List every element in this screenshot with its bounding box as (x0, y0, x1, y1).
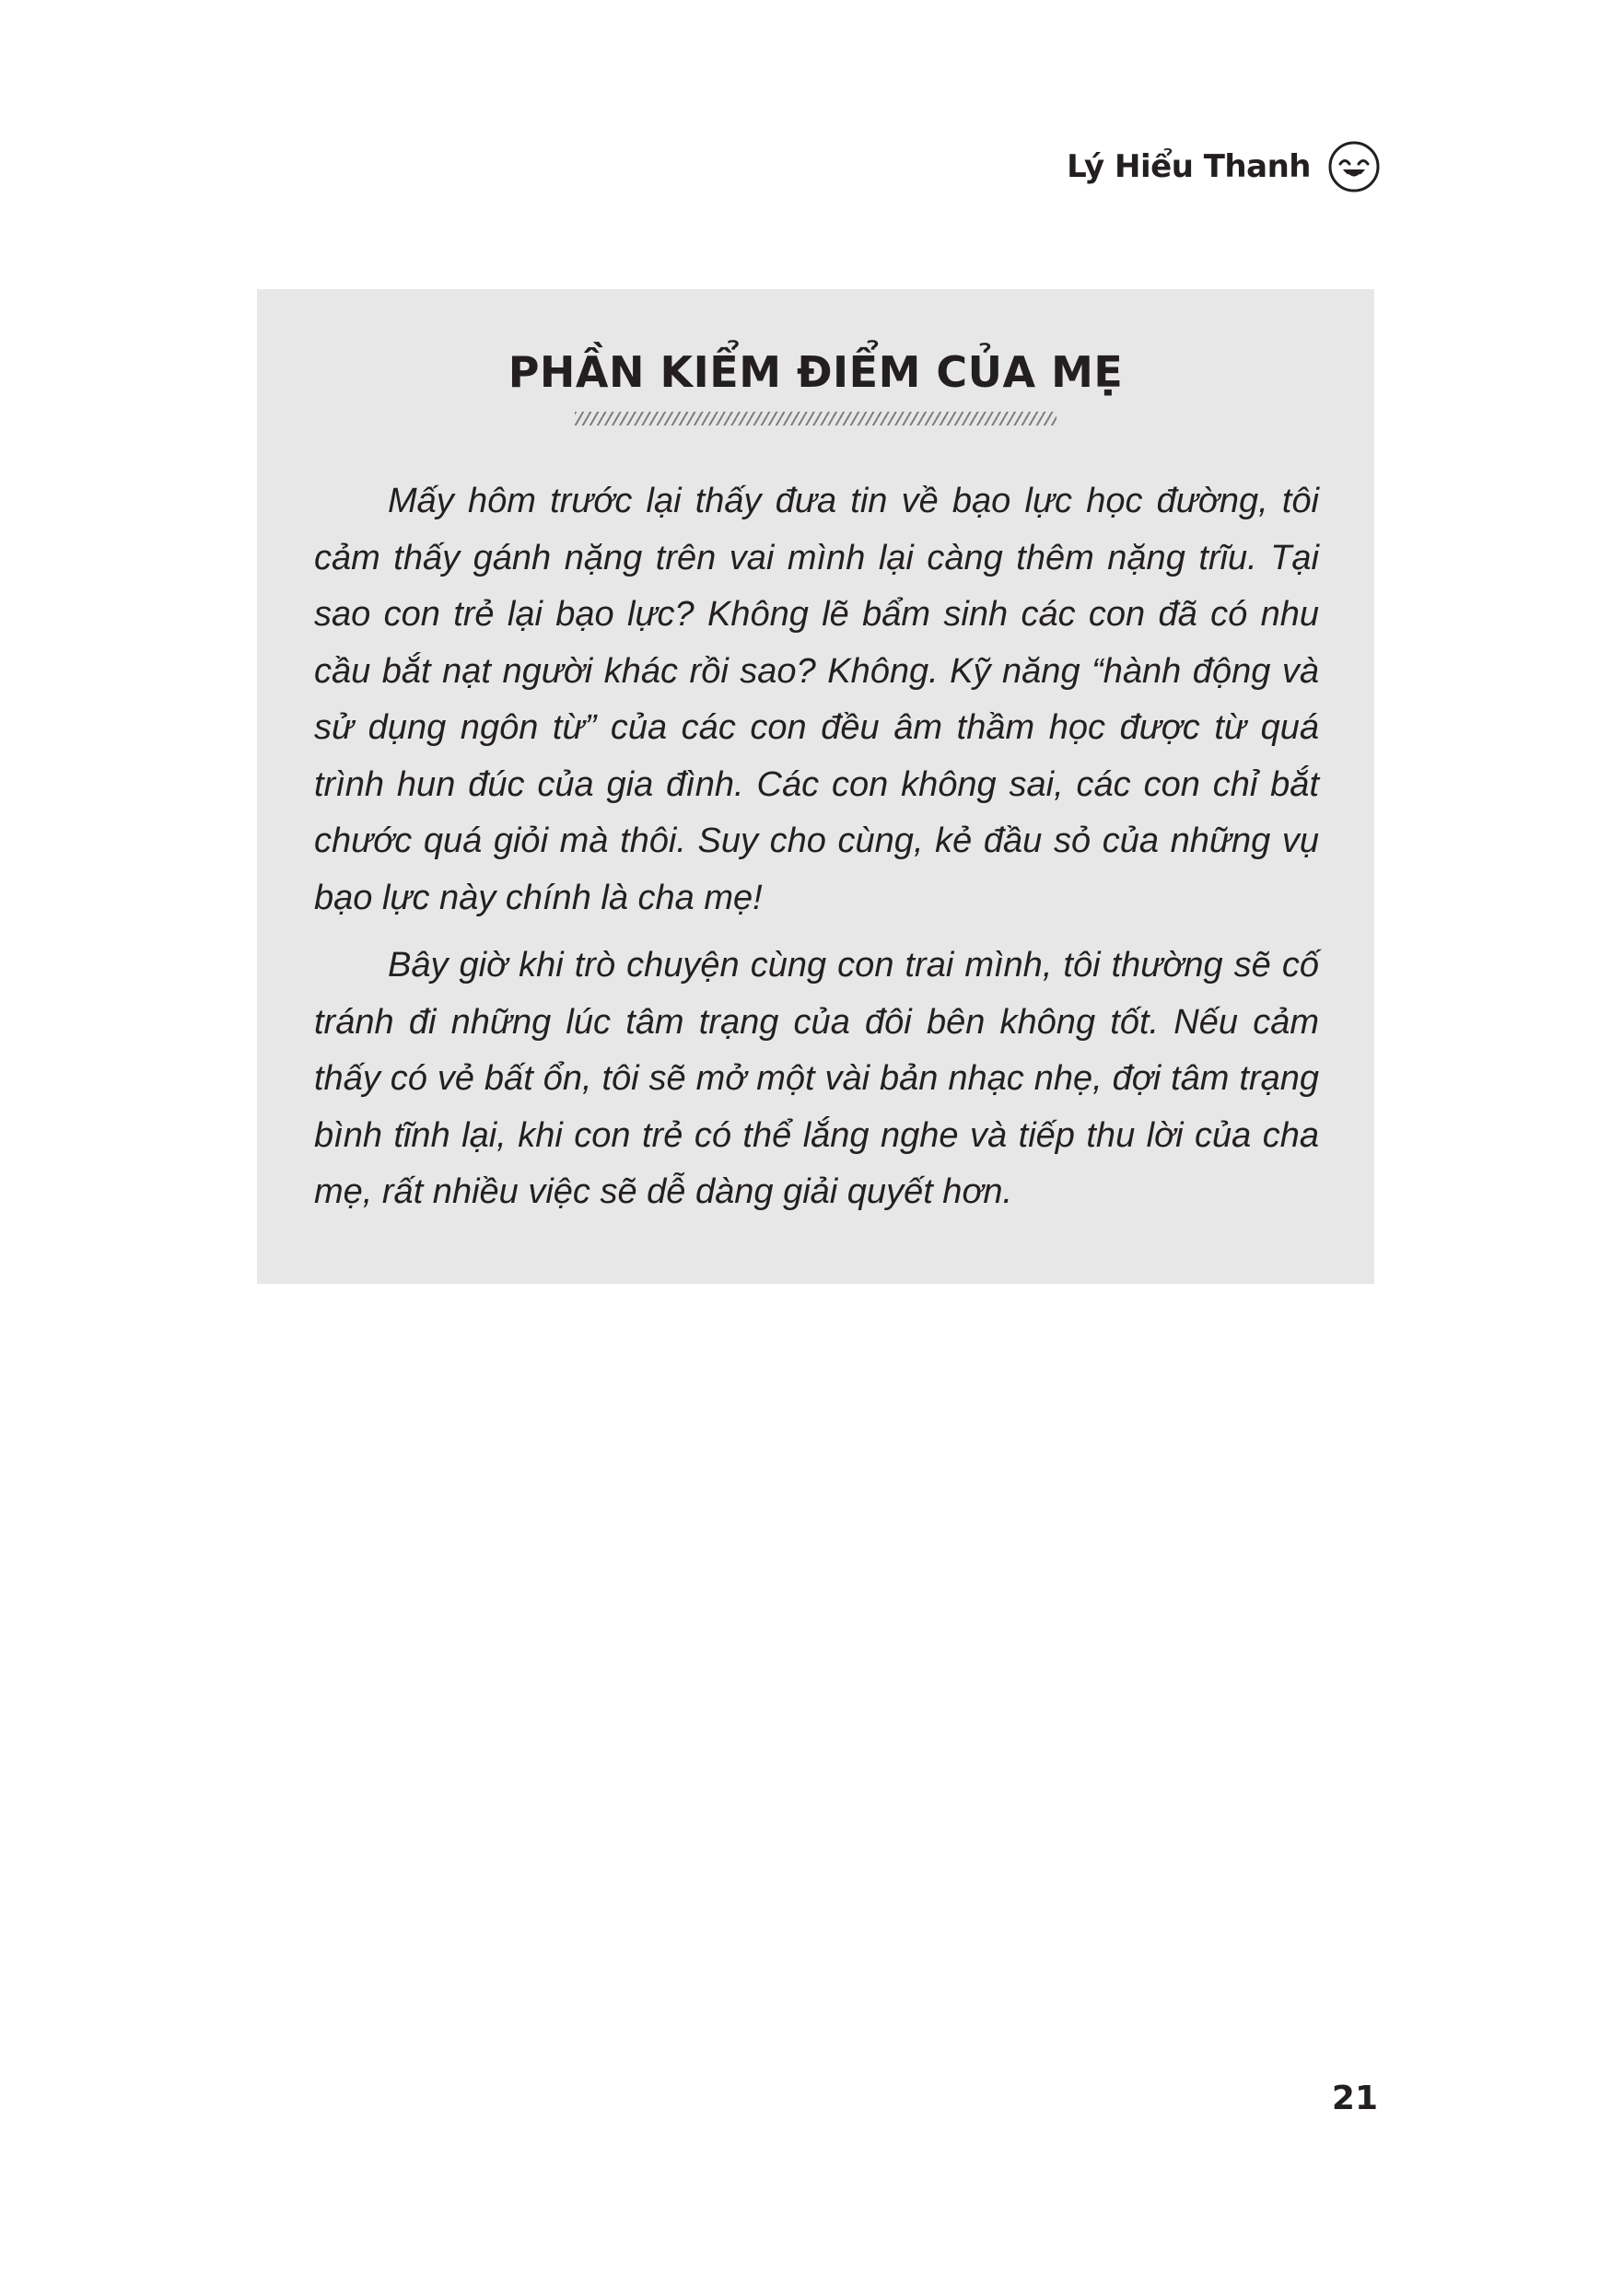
reflection-box (257, 289, 1374, 1284)
running-head (1067, 140, 1381, 193)
page-number: 21 (1331, 2080, 1378, 2117)
title-underline-rule (575, 412, 1056, 425)
author-name: Lý Hiểu Thanh (1067, 148, 1311, 185)
smiling-face-icon (1327, 140, 1381, 193)
paragraph-2: Bây giờ khi trò chuyện cùng con trai mình, tôi thường sẽ cố tránh đi những lúc tâm trạng của đôi bên không tốt. Nếu cảm thấy có vẻ bất ổn, tôi sẽ mở một vài bản nhạc nhẹ, đợi tâm trạng bình tĩnh lại, khi con trẻ có thể lắng nghe và tiếp thu lời của cha mẹ, rất nhiều việc sẽ dễ dàng giải quyết hơn. (314, 946, 1319, 1211)
paragraph-1: Mấy hôm trước lại thấy đưa tin về bạo lực học đường, tôi cảm thấy gánh nặng trên vai mình lại càng thêm nặng trĩu. Tại sao con trẻ lại bạo lực? Không lẽ bẩm sinh các con đã có nhu cầu bắt nạt người khác rồi sao? Không. Kỹ năng “hành động và sử dụng ngôn từ” của các con đều âm thầm học được từ quá trình hun đúc của gia đình. Các con không sai, các con chỉ bắt chước quá giỏi mà thôi. Suy cho cùng, kẻ đầu sỏ của những vụ bạo lực này chính là cha mẹ! (314, 482, 1319, 917)
box-body (314, 473, 1319, 1232)
box-title: PHẦN KIỂM ĐIỂM CỦA MẸ (508, 347, 1124, 397)
